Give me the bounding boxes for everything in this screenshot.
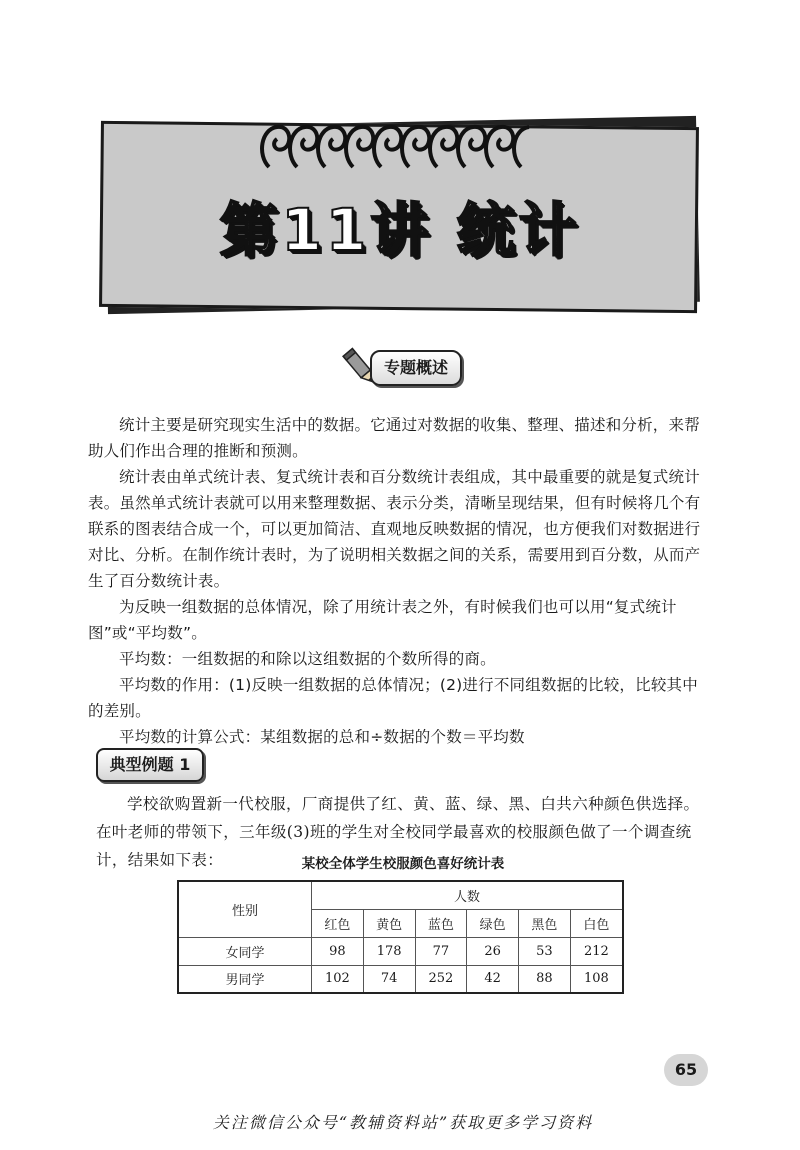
color-header: 黄色 <box>363 909 415 937</box>
example-label: 典型例题 1 <box>96 748 204 782</box>
table-cell: 98 <box>312 937 364 965</box>
table-cell: 42 <box>467 965 519 993</box>
table-cell: 53 <box>519 937 571 965</box>
overview-paragraph: 平均数的作用：(1)反映一组数据的总体情况；(2)进行不同组数据的比较，比较其中的差别。 <box>88 676 698 720</box>
color-preference-table <box>177 880 624 994</box>
color-header: 黑色 <box>519 909 571 937</box>
example-paragraph: 学校欲购置新一代校服，厂商提供了红、黄、蓝、绿、黑、白共六种颜色供选择。在叶老师的带领下，三年级(3)班的学生对全校同学最喜欢的校服颜色做了一个调查统计，结果如下表： <box>96 795 700 869</box>
table-row <box>178 965 623 993</box>
overview-paragraph: 统计主要是研究现实生活中的数据。它通过对数据的收集、整理、描述和分析，来帮助人们作出合理的推断和预测。 <box>88 416 700 460</box>
table-cell: 26 <box>467 937 519 965</box>
color-header: 绿色 <box>467 909 519 937</box>
overview-paragraph: 平均数的计算公式：某组数据的总和÷数据的个数＝平均数 <box>119 728 525 746</box>
table-cell: 108 <box>570 965 623 993</box>
table-row <box>178 937 623 965</box>
topic-overview-tag <box>342 340 462 390</box>
spiral-binding-icon <box>255 115 535 185</box>
overview-paragraph: 统计表由单式统计表、复式统计表和百分数统计表组成，其中最重要的就是复式统计表。虽然单式统计表就可以用来整理数据、表示分类，清晰呈现结果，但有时候将几个有联系的图表结合成一个，可以更加简洁、直观地反映数据的情况，也方便我们对数据进行对比、分析。在制作统计表时，为了说明相关数据之间的关系，需要用到百分数，从而产生了百分数统计表。 <box>88 468 701 590</box>
color-header: 红色 <box>312 909 364 937</box>
topic-overview-label: 专题概述 <box>370 350 462 386</box>
table-cell: 212 <box>570 937 623 965</box>
table-cell: 74 <box>363 965 415 993</box>
table-cell: 88 <box>519 965 571 993</box>
table-title: 某校全体学生校服颜色喜好统计表 <box>301 856 505 872</box>
table-cell: 178 <box>363 937 415 965</box>
gender-header: 性别 <box>178 881 312 937</box>
overview-paragraph: 平均数：一组数据的和除以这组数据的个数所得的商。 <box>119 650 496 668</box>
page-number: 65 <box>664 1054 708 1086</box>
footer-note: 关注微信公众号“教辅资料站”获取更多学习资料 <box>212 1113 594 1132</box>
table-cell: 77 <box>415 937 467 965</box>
color-header: 蓝色 <box>415 909 467 937</box>
count-header: 人数 <box>312 881 624 909</box>
row-label: 男同学 <box>178 965 312 993</box>
table-cell: 252 <box>415 965 467 993</box>
chapter-title: 第11讲 统计 <box>219 196 581 264</box>
overview-text <box>88 412 710 750</box>
overview-paragraph: 为反映一组数据的总体情况，除了用统计表之外，有时候我们也可以用“复式统计图”或“平均数”。 <box>88 598 677 642</box>
row-label: 女同学 <box>178 937 312 965</box>
table-cell: 102 <box>312 965 364 993</box>
color-header: 白色 <box>570 909 623 937</box>
